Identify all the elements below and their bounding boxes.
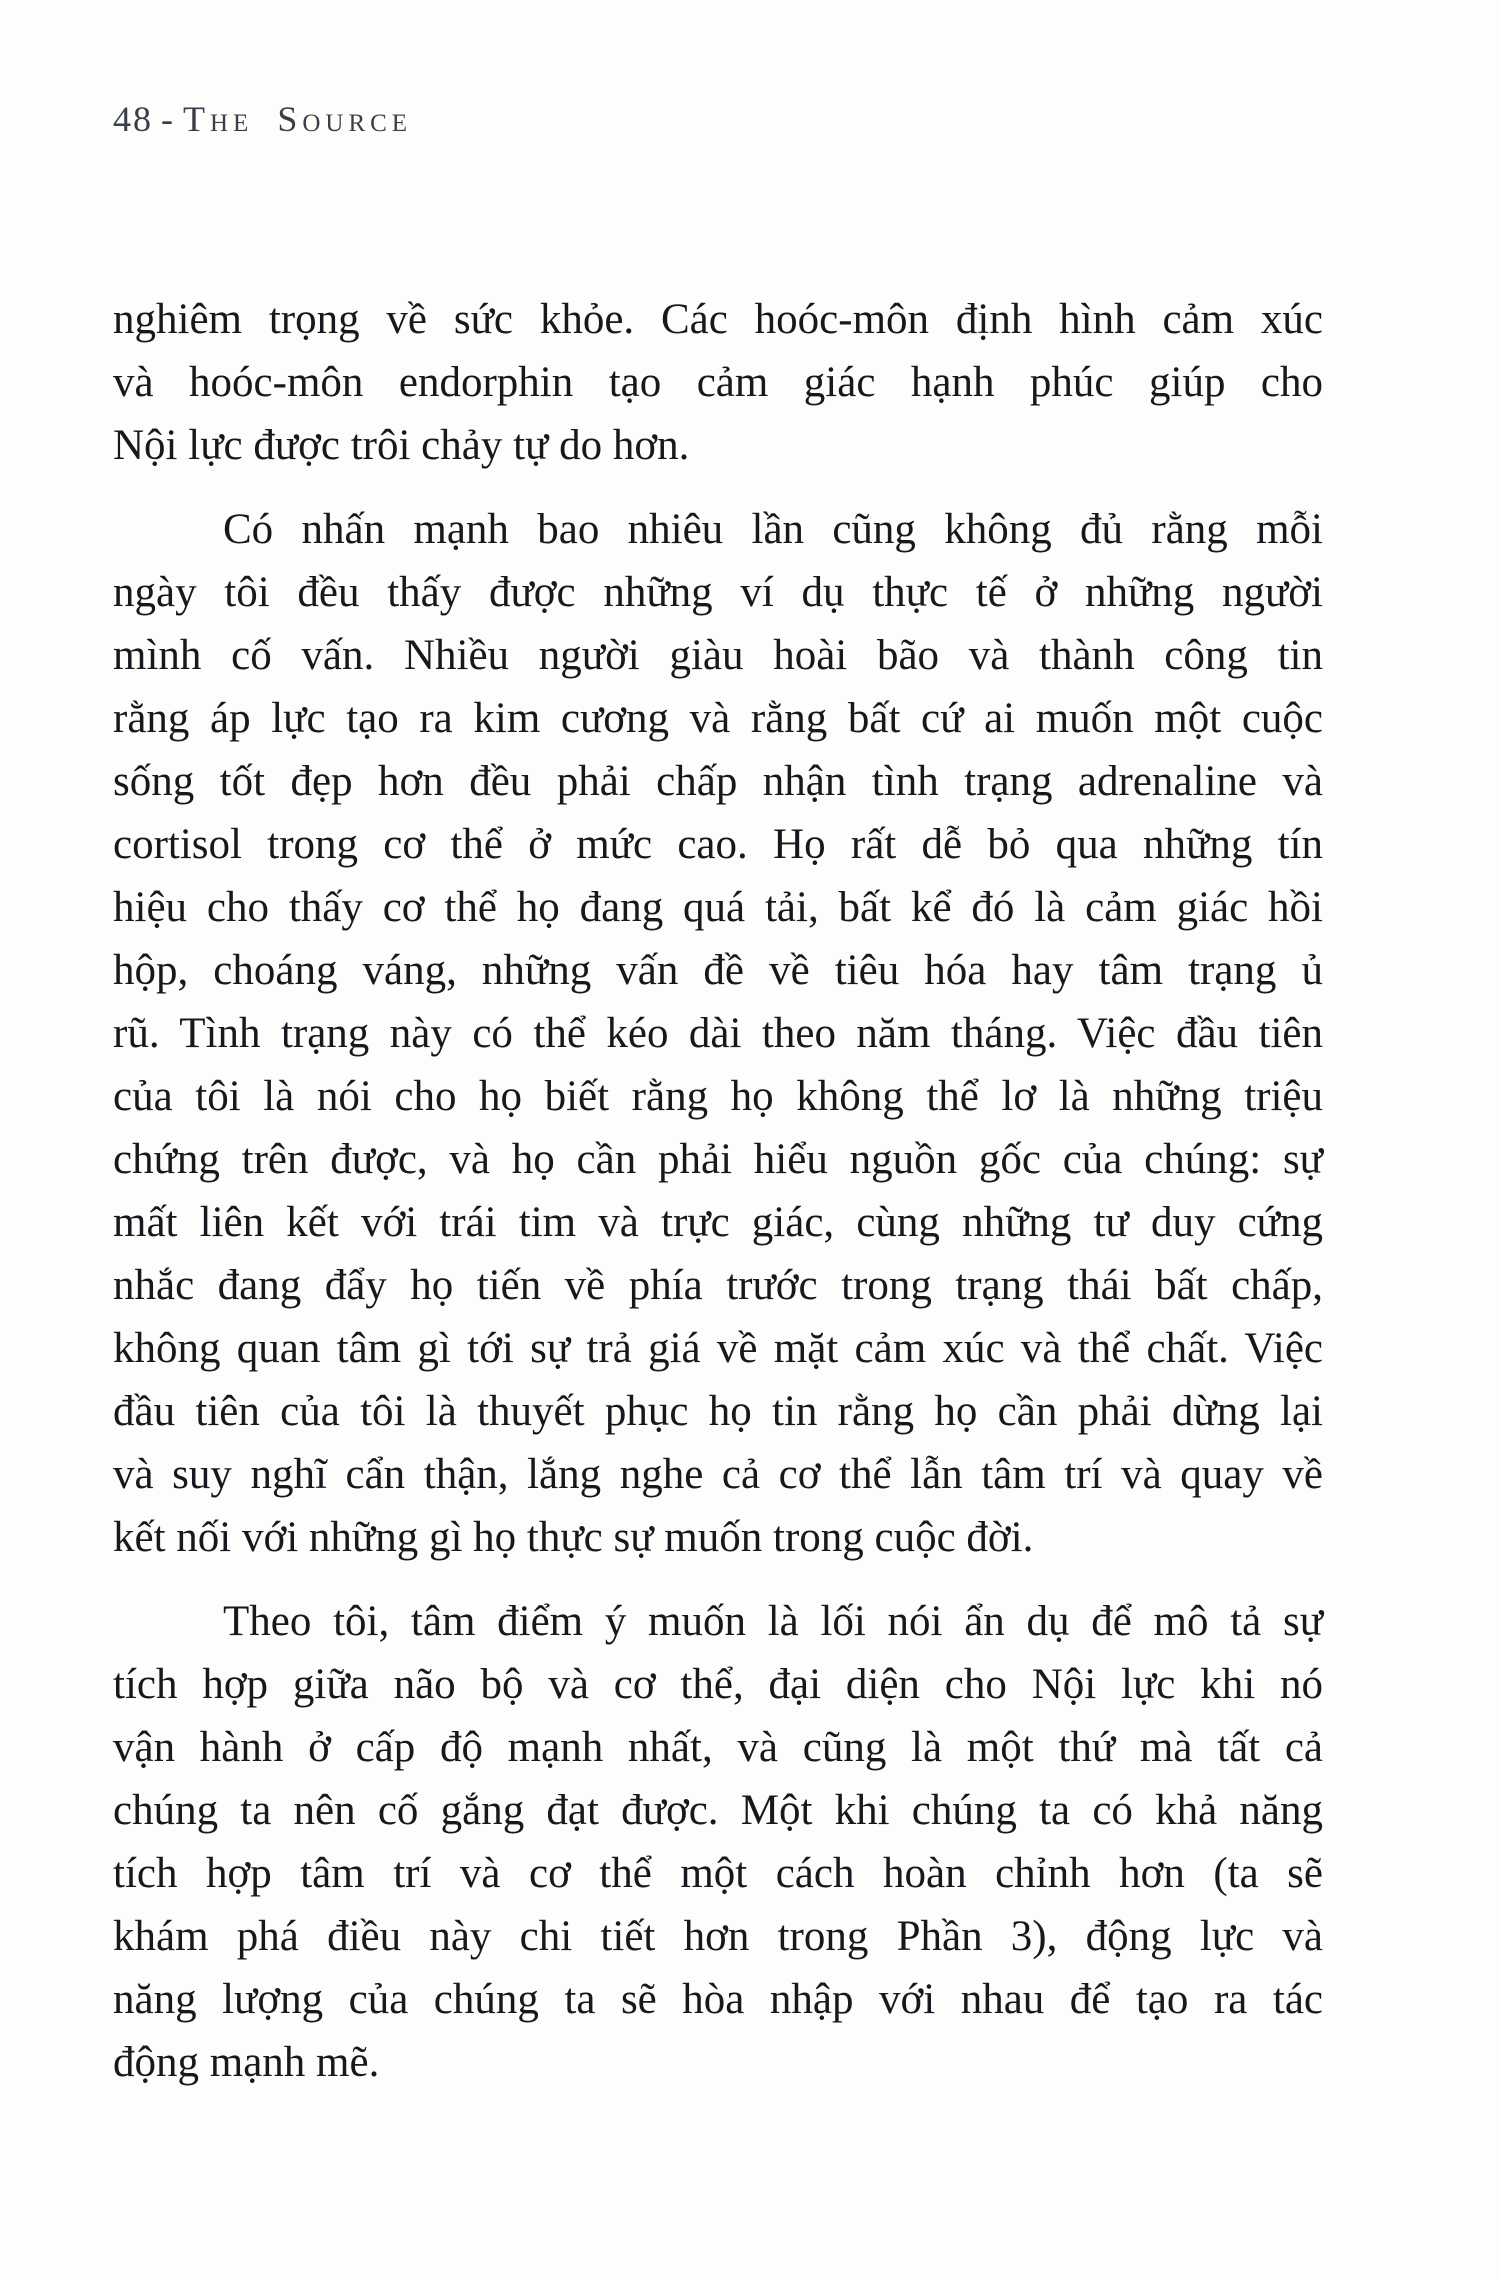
text-line: cortisol trong cơ thể ở mức cao. Họ rất dễ bỏ qua những tín [113,821,1323,868]
text-line: đầu tiên của tôi là thuyết phục họ tin rằng họ cần phải dừng lại [113,1388,1323,1435]
text-line: ngày tôi đều thấy được những ví dụ thực tế ở những người [113,569,1323,616]
paragraph [113,1590,1323,2094]
text-line: mình cố vấn. Nhiều người giàu hoài bão và thành công tin [113,632,1323,679]
text-line: hộp, choáng váng, những vấn đề về tiêu hóa hay tâm trạng ủ [113,947,1323,994]
text-line: rũ. Tình trạng này có thể kéo dài theo năm tháng. Việc đầu tiên [113,1010,1323,1057]
text-line: chúng ta nên cố gắng đạt được. Một khi chúng ta có khả năng [113,1787,1323,1834]
header-separator: - [161,99,173,139]
page-body [113,288,1323,2094]
running-header [113,98,412,140]
text-line: mất liên kết với trái tim và trực giác, cùng những tư duy cứng [113,1199,1323,1246]
text-line: hiệu cho thấy cơ thể họ đang quá tải, bất kể đó là cảm giác hồi [113,884,1323,931]
text-line: kết nối với những gì họ thực sự muốn trong cuộc đời. [113,1514,1034,1561]
text-line: năng lượng của chúng ta sẽ hòa nhập với nhau để tạo ra tác [113,1976,1323,2023]
text-line: sống tốt đẹp hơn đều phải chấp nhận tình trạng adrenaline và [113,758,1323,805]
text-line: nghiêm trọng về sức khỏe. Các hoóc-môn định hình cảm xúc [113,296,1323,343]
text-line: rằng áp lực tạo ra kim cương và rằng bất cứ ai muốn một cuộc [113,695,1323,742]
text-line: Nội lực được trôi chảy tự do hơn. [113,422,690,469]
text-line: Có nhấn mạnh bao nhiêu lần cũng không đủ rằng mỗi [223,506,1323,553]
text-line: chứng trên được, và họ cần phải hiểu nguồn gốc của chúng: sự [113,1136,1323,1183]
text-line: nhắc đang đẩy họ tiến về phía trước trong trạng thái bất chấp, [113,1262,1323,1309]
paragraph [113,498,1323,1569]
paragraph [113,288,1323,477]
text-line: tích hợp giữa não bộ và cơ thể, đại diện cho Nội lực khi nó [113,1661,1323,1708]
text-line: của tôi là nói cho họ biết rằng họ không thể lơ là những triệu [113,1073,1323,1120]
page-number: 48 [113,99,153,139]
text-line: và hoóc-môn endorphin tạo cảm giác hạnh phúc giúp cho [113,359,1323,406]
text-line: khám phá điều này chi tiết hơn trong Phần 3), động lực và [113,1913,1323,1960]
text-line: tích hợp tâm trí và cơ thể một cách hoàn chỉnh hơn (ta sẽ [113,1850,1323,1897]
text-line: vận hành ở cấp độ mạnh nhất, và cũng là một thứ mà tất cả [113,1724,1323,1771]
text-line: động mạnh mẽ. [113,2039,380,2086]
text-line: Theo tôi, tâm điểm ý muốn là lối nói ẩn dụ để mô tả sự [223,1598,1323,1645]
book-title: The Source [183,99,413,139]
text-line: không quan tâm gì tới sự trả giá về mặt cảm xúc và thể chất. Việc [113,1325,1323,1372]
text-line: và suy nghĩ cẩn thận, lắng nghe cả cơ thể lẫn tâm trí và quay về [113,1451,1323,1498]
